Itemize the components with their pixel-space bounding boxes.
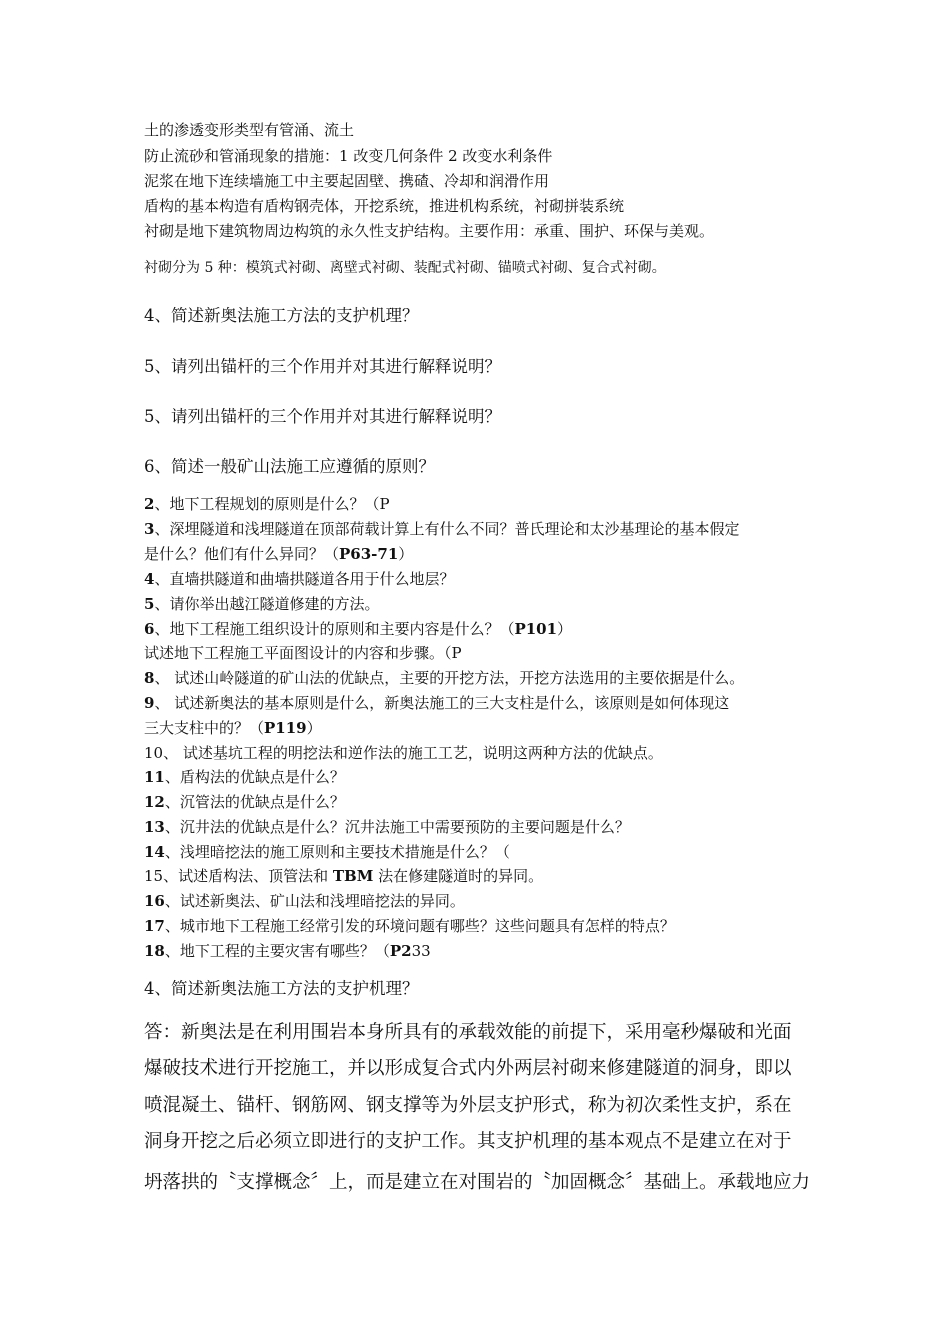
list-item: 8、 试述山岭隧道的矿山法的优缺点，主要的开挖方法，开挖方法选用的主要依据是什么。 [144, 669, 745, 687]
list-item: 17、城市地下工程施工经常引发的环境问题有哪些？这些问题具有怎样的特点？ [144, 917, 675, 935]
answer-line: 爆破技术进行开挖施工，并以形成复合式内外两层衬砌来修建隧道的洞身，即以 [144, 1058, 792, 1079]
note-line: 防止流砂和管涌现象的措施：1 改变几何条件 2 改变水利条件 [144, 147, 553, 165]
list-item: 试述地下工程施工平面图设计的内容和步骤。（P [144, 644, 462, 662]
question-heading: 5、请列出锚杆的三个作用并对其进行解释说明？ [144, 357, 501, 376]
list-item: 2、地下工程规划的原则是什么？（P [144, 495, 390, 513]
list-item: 12、沉管法的优缺点是什么？ [144, 793, 345, 811]
list-item: 是什么？他们有什么异同？（P63-71） [144, 545, 414, 563]
list-item: 6、地下工程施工组织设计的原则和主要内容是什么？（P101） [144, 620, 573, 638]
list-item: 5、请你举出越江隧道修建的方法。 [144, 595, 380, 613]
list-item: 10、 试述基坑工程的明挖法和逆作法的施工工艺，说明这两种方法的优缺点。 [144, 744, 663, 762]
question-heading: 4、简述新奥法施工方法的支护机理？ [144, 979, 419, 998]
note-line: 衬砌分为 5 种：模筑式衬砌、离壁式衬砌、装配式衬砌、锚喷式衬砌、复合式衬砌。 [144, 260, 666, 276]
answer-line: 洞身开挖之后必须立即进行的支护工作。其支护机理的基本观点不是建立在对于 [144, 1131, 792, 1152]
list-item: 15、试述盾构法、顶管法和 TBM 法在修建隧道时的异同。 [144, 867, 544, 885]
list-item: 14、浅埋暗挖法的施工原则和主要技术措施是什么？（ [144, 843, 510, 861]
note-line: 衬砌是地下建筑物周边构筑的永久性支护结构。主要作用：承重、围护、环保与美观。 [144, 222, 715, 240]
question-heading: 5、请列出锚杆的三个作用并对其进行解释说明？ [144, 407, 501, 426]
answer-line: 坍落拱的〝支撑概念〞上，而是建立在对围岩的〝加固概念〞基础上。承载地应力 [144, 1172, 811, 1193]
list-item: 4、直墙拱隧道和曲墙拱隧道各用于什么地层？ [144, 570, 455, 588]
list-item: 9、 试述新奥法的基本原则是什么，新奥法施工的三大支柱是什么，该原则是如何体现这 [144, 694, 730, 712]
question-heading: 4、简述新奥法施工方法的支护机理？ [144, 306, 419, 325]
list-item: 16、试述新奥法、矿山法和浅埋暗挖法的异同。 [144, 892, 465, 910]
note-line: 盾构的基本构造有盾构钢壳体，开挖系统，推进机构系统，衬砌拼装系统 [144, 197, 625, 215]
question-heading: 6、简述一般矿山法施工应遵循的原则？ [144, 457, 435, 476]
list-item: 13、沉井法的优缺点是什么？沉井法施工中需要预防的主要问题是什么？ [144, 818, 630, 836]
list-item: 11、盾构法的优缺点是什么？ [144, 768, 345, 786]
answer-line: 答：新奥法是在利用围岩本身所具有的承载效能的前提下，采用毫秒爆破和光面 [144, 1022, 792, 1043]
answer-line: 喷混凝土、锚杆、钢筋网、钢支撑等为外层支护形式，称为初次柔性支护，系在 [144, 1095, 792, 1116]
list-item: 三大支柱中的？（P119） [144, 719, 322, 737]
list-item: 3、深埋隧道和浅埋隧道在顶部荷载计算上有什么不同？普氏理论和太沙基理论的基本假定 [144, 520, 740, 538]
note-line: 土的渗透变形类型有管涌、流土 [144, 121, 355, 139]
list-item: 18、地下工程的主要灾害有哪些？（P233 [144, 942, 431, 960]
note-line: 泥浆在地下连续墙施工中主要起固壁、携碴、冷却和润滑作用 [144, 172, 550, 190]
